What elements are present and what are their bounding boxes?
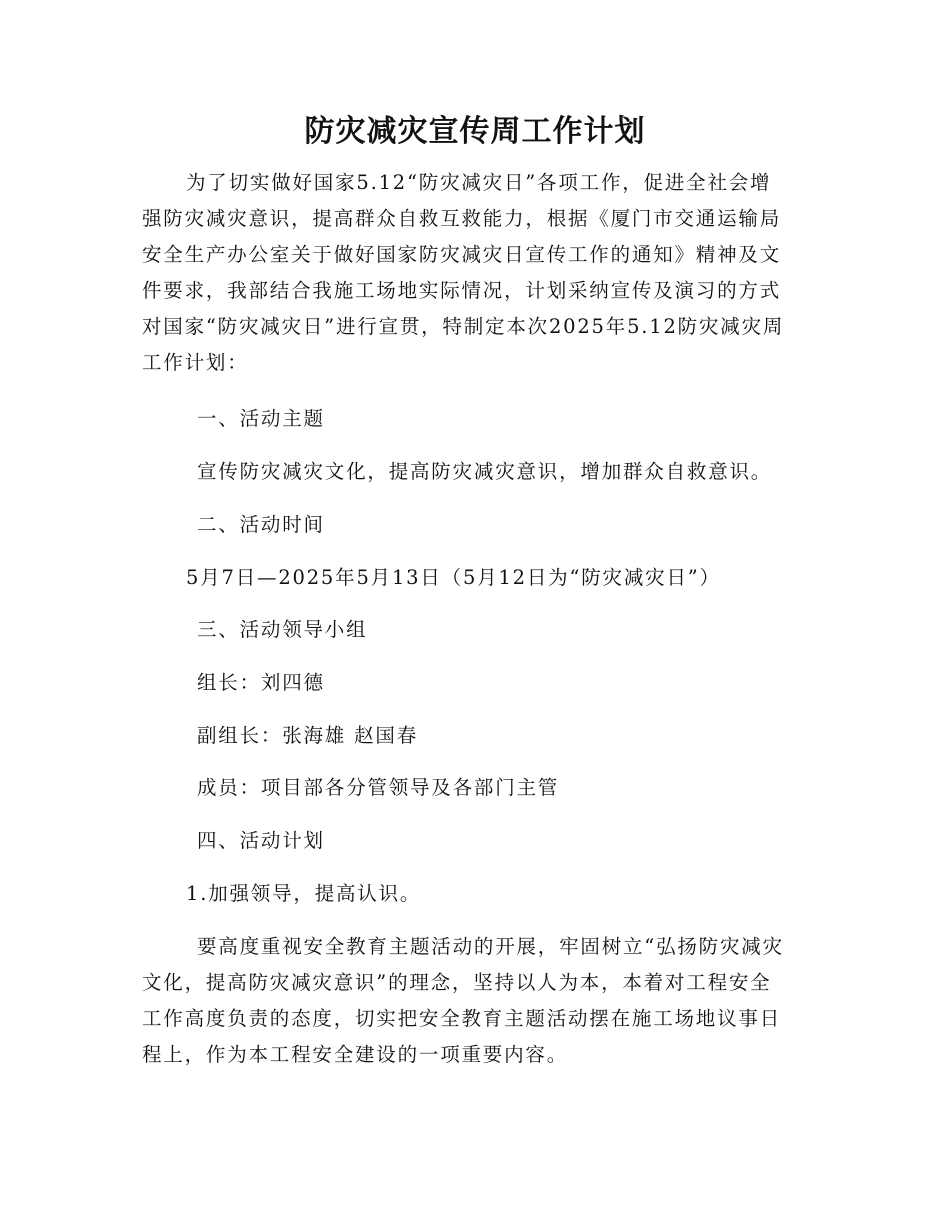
intro-line-4: 件要求，我部结合我施工场地实际情况，计划采纳宣传及演习的方式 xyxy=(142,279,782,302)
intro-line-1: 为了切实做好国家5.12“防灾减灾日”各项工作，促进全社会增 xyxy=(186,171,772,194)
document-title: 防灾减灾宣传周工作计划 xyxy=(304,114,646,149)
intro-line-2: 强防灾减灾意识，提高群众自救互救能力，根据《厦门市交通运输局 xyxy=(142,207,782,230)
section-text-theme: 宣传防灾减灾文化，提高防灾减灾意识，增加群众自救意识。 xyxy=(197,460,773,483)
plan-item-1-line-2: 文化，提高防灾减灾意识”的理念，坚持以人为本，本着对工程安全 xyxy=(142,971,772,994)
section-text-time: 5月7日—2025年5月13日（5月12日为“防灾减灾日”） xyxy=(186,566,721,589)
plan-item-1-line-1: 要高度重视安全教育主题活动的开展，牢固树立“弘扬防灾减灾 xyxy=(197,935,784,958)
intro-line-5: 对国家“防灾减灾日”进行宣贯，特制定本次2025年5.12防灾减灾周 xyxy=(142,315,785,338)
intro-line-6: 工作计划： xyxy=(142,351,249,374)
members-line: 成员：项目部各分管领导及各部门主管 xyxy=(197,776,560,799)
leader-line: 组长：刘四德 xyxy=(197,671,325,694)
plan-item-1-heading: 1.加强领导，提高认识。 xyxy=(186,882,422,905)
section-heading-time: 二、活动时间 xyxy=(197,513,325,536)
section-heading-theme: 一、活动主题 xyxy=(197,407,325,430)
deputy-leaders-line: 副组长：张海雄 赵国春 xyxy=(197,724,418,747)
section-heading-leadership: 三、活动领导小组 xyxy=(197,618,368,641)
intro-line-3: 安全生产办公室关于做好国家防灾减灾日宣传工作的通知》精神及文 xyxy=(142,243,782,266)
section-heading-plan: 四、活动计划 xyxy=(197,829,325,852)
plan-item-1-line-4: 程上，作为本工程安全建设的一项重要内容。 xyxy=(142,1043,569,1066)
plan-item-1-line-3: 工作高度负责的态度，切实把安全教育主题活动摆在施工场地议事日 xyxy=(142,1007,782,1030)
